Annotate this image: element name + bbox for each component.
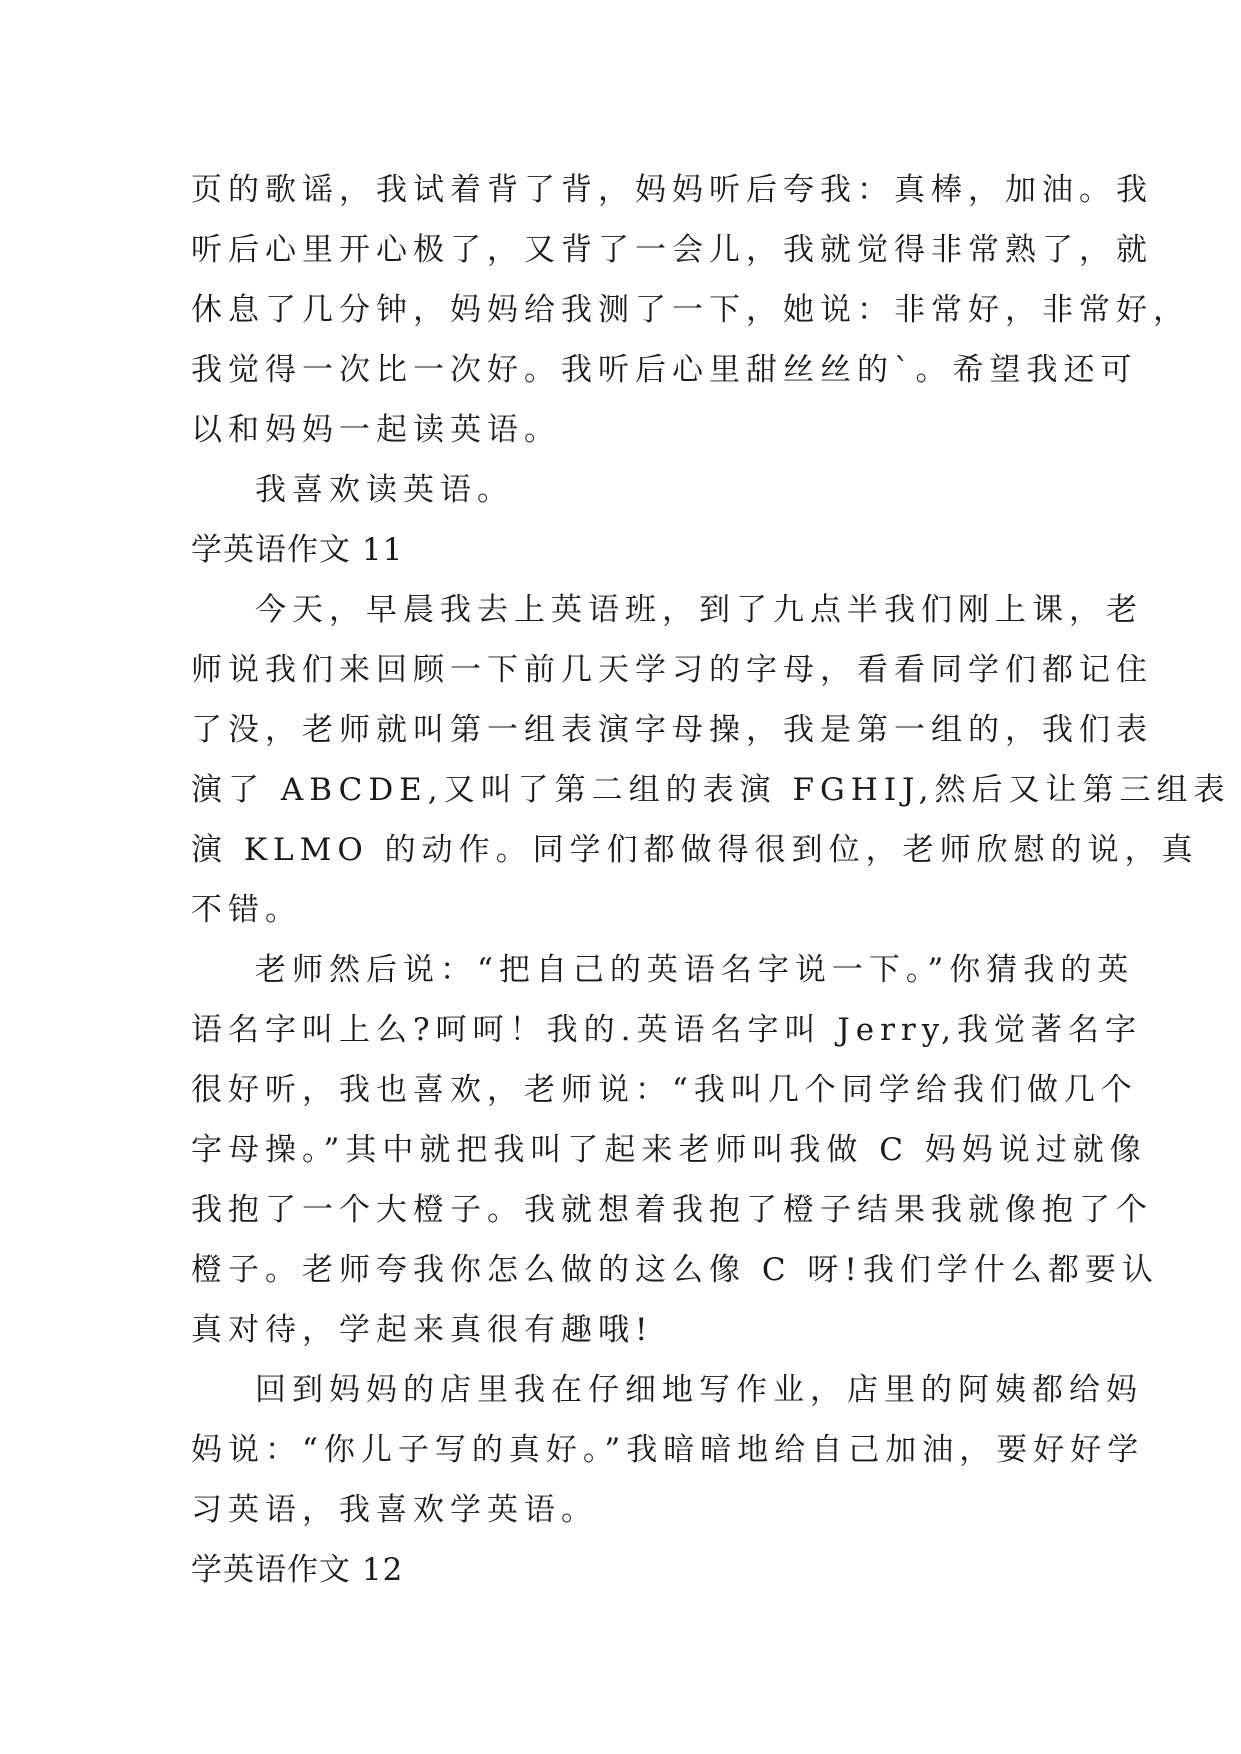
text-line: 页的歌谣，我试着背了背，妈妈听后夸我：真棒，加油。我 <box>191 172 1153 208</box>
section-heading: 学英语作文 12 <box>191 1552 404 1588</box>
section-heading: 学英语作文 11 <box>191 532 404 568</box>
text-line: 休息了几分钟，妈妈给我测了一下，她说：非常好，非常好， <box>191 292 1190 328</box>
text-line: 以和妈妈一起读英语。 <box>191 412 561 448</box>
text-line: 我喜欢读英语。 <box>255 472 514 508</box>
text-line: 演 KLMO 的动作。同学们都做得很到位，老师欣慰的说，真 <box>191 832 1199 868</box>
text-line: 语名字叫上么?呵呵！我的.英语名字叫 Jerry,我觉著名字 <box>191 1012 1142 1048</box>
text-line: 橙子。老师夸我你怎么做的这么像 C 呀!我们学什么都要认 <box>191 1252 1159 1288</box>
text-line: 妈说：“你儿子写的真好。”我暗暗地给自己加油，要好好学 <box>191 1432 1145 1468</box>
document-page <box>191 160 1231 1600</box>
text-line: 不错。 <box>191 892 302 928</box>
text-line: 听后心里开心极了，又背了一会儿，我就觉得非常熟了，就 <box>191 232 1153 268</box>
text-line: 今天，早晨我去上英语班，到了九点半我们刚上课，老 <box>255 592 1143 628</box>
text-line: 演了 ABCDE,又叫了第二组的表演 FGHIJ,然后又让第三组表 <box>191 772 1231 808</box>
text-line: 我抱了一个大橙子。我就想着我抱了橙子结果我就像抱了个 <box>191 1192 1153 1228</box>
text-line: 了没，老师就叫第一组表演字母操，我是第一组的，我们表 <box>191 712 1153 748</box>
text-line: 我觉得一次比一次好。我听后心里甜丝丝的`。希望我还可 <box>191 352 1138 388</box>
text-line: 师说我们来回顾一下前几天学习的字母，看看同学们都记住 <box>191 652 1153 688</box>
text-line: 很好听，我也喜欢，老师说：“我叫几个同学给我们做几个 <box>191 1072 1138 1108</box>
text-line: 老师然后说：“把自己的英语名字说一下。”你猜我的英 <box>255 952 1135 988</box>
text-line: 字母操。”其中就把我叫了起来老师叫我做 C 妈妈说过就像 <box>191 1132 1147 1168</box>
text-line: 回到妈妈的店里我在仔细地写作业，店里的阿姨都给妈 <box>255 1372 1143 1408</box>
text-line: 真对待，学起来真很有趣哦! <box>191 1312 654 1348</box>
text-line: 习英语，我喜欢学英语。 <box>191 1492 598 1528</box>
